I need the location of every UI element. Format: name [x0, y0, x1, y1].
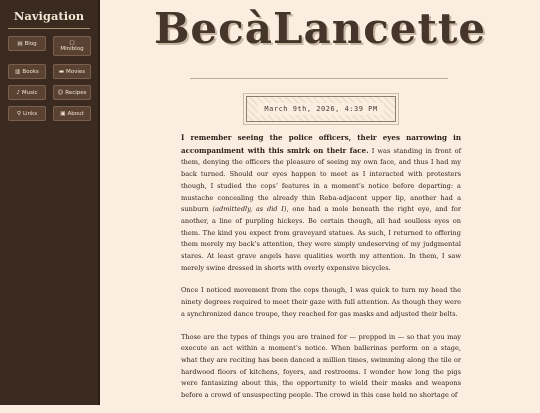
about-icon: ▣ [60, 110, 66, 117]
miniblog-icon: ▢ [69, 40, 75, 46]
nav-button-about[interactable] [53, 106, 91, 121]
paragraph [181, 132, 461, 274]
paragraph: Those are the types of things you are trained for — prepped in — so that you may execute an act within a moment’s notice. When ballerinas perform on a stage, what they are reciting has been danced a million times, swimming along the tile or hardwood floors of kitchens, foyers, and restrooms. I wonder how long the pigs were fantasizing about this, the opportunity to wield their masks and weapons before a crowd of unsuspecting people. The crowd in this case held no shortage of [181, 332, 461, 400]
post-body [181, 132, 461, 413]
nav-button-movies[interactable] [53, 64, 91, 79]
paragraph: Once I noticed movement from the cops though, I was quick to turn my head the ninety degrees required to meet their gaze with full attention. As though they were a synchronized dance troupe, they reached for gas masks and adjusted their belts. [181, 286, 461, 318]
post-date-box [246, 96, 396, 122]
nav-button-label: Miniblog [60, 46, 84, 52]
site-title: BecàLancette [153, 4, 487, 53]
nav-button-label: Recipes [65, 89, 87, 96]
sidebar [0, 0, 100, 405]
nav-button-blog[interactable] [8, 36, 46, 51]
blog-icon: ▤ [17, 40, 23, 47]
nav-button-label: Books [22, 68, 39, 75]
books-icon: ▥ [15, 68, 21, 75]
title-divider [190, 78, 448, 79]
movies-icon: ▬ [58, 68, 65, 75]
lead-sentence: I remember seeing the police officers, their eyes narrowing in accompaniment with this smirk on their face. [181, 133, 461, 155]
nav-button-music[interactable] [8, 85, 46, 100]
nav-button-miniblog[interactable] [53, 36, 91, 56]
music-icon: ♪ [16, 89, 20, 96]
link-icon: ⚲ [16, 110, 21, 117]
paragraph-text: , one had a mole beneath the right eye, and for another, a line of purpling hickeys. Be certain though, all had soulless eyes on them. The kind you expect from graveyard statues. As such, I returned to offering them merely my back’s attention, they were simply undeserving of my judgmental stares. At least grave angels have qualities worth my attention. In them, I saw merely swine dressed in shorts with overly expensive bicycles. [181, 205, 461, 272]
post-date: March 9th, 2026, 4:39 PM [258, 103, 383, 115]
nav-title: Navigation [13, 9, 85, 23]
nav-button-label: Links [22, 110, 38, 117]
nav-divider [8, 28, 90, 29]
paragraph-aside: (admittedly, as did I) [212, 205, 287, 214]
nav-button-books[interactable] [8, 64, 46, 79]
nav-button-recipes[interactable] [53, 85, 91, 100]
paragraph-text: I was standing in front of them, denying the officers the pleasure of seeing my own face, and thus I had my back turned. Should our eyes happen to meet as I interacted with protesters though, I studied the cops’ features in a moment’s notice before departing: a mustache concealing the already thin Reba-adjacent upper lip, another had a sunburn [181, 146, 462, 214]
main-content [100, 0, 540, 405]
nav-button-label: Blog [24, 40, 37, 47]
nav-button-label: Movies [66, 68, 86, 75]
nav-button-label: About [67, 110, 84, 117]
nav-button-links[interactable] [8, 106, 46, 121]
recipes-icon: ☺ [57, 89, 64, 96]
nav-button-label: Music [21, 89, 38, 96]
